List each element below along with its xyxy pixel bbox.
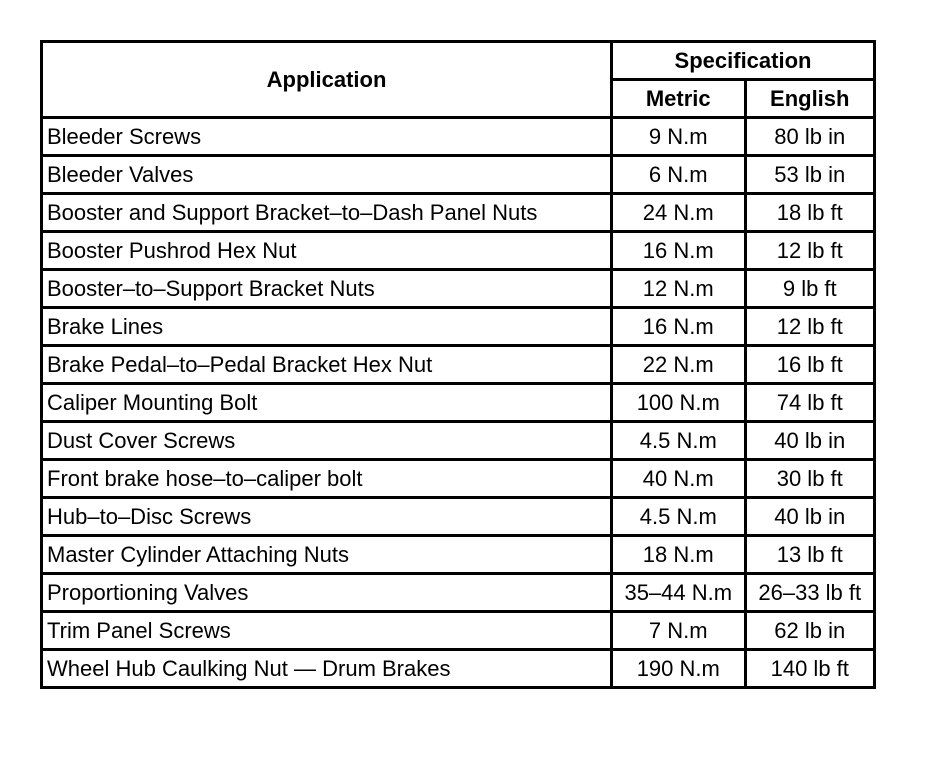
table-row: [42, 574, 875, 612]
english-cell: 16 lb ft: [745, 346, 875, 384]
table-row: [42, 384, 875, 422]
metric-cell: 35–44 N.m: [612, 574, 745, 612]
application-cell: Master Cylinder Attaching Nuts: [42, 536, 612, 574]
metric-cell: 4.5 N.m: [612, 498, 745, 536]
english-cell: 9 lb ft: [745, 270, 875, 308]
table-row: [42, 346, 875, 384]
application-cell: Brake Pedal–to–Pedal Bracket Hex Nut: [42, 346, 612, 384]
metric-cell: 100 N.m: [612, 384, 745, 422]
application-cell: Front brake hose–to–caliper bolt: [42, 460, 612, 498]
application-cell: Trim Panel Screws: [42, 612, 612, 650]
header-row-top: [42, 42, 875, 80]
table-row: [42, 232, 875, 270]
metric-cell: 4.5 N.m: [612, 422, 745, 460]
english-cell: 80 lb in: [745, 118, 875, 156]
english-cell: 40 lb in: [745, 498, 875, 536]
application-cell: Wheel Hub Caulking Nut — Drum Brakes: [42, 650, 612, 688]
application-cell: Proportioning Valves: [42, 574, 612, 612]
table-row: [42, 308, 875, 346]
application-cell: Dust Cover Screws: [42, 422, 612, 460]
table-row: [42, 460, 875, 498]
metric-cell: 9 N.m: [612, 118, 745, 156]
table-row: [42, 156, 875, 194]
english-cell: 53 lb in: [745, 156, 875, 194]
english-cell: 26–33 lb ft: [745, 574, 875, 612]
english-cell: 18 lb ft: [745, 194, 875, 232]
table-row: [42, 612, 875, 650]
table-header: [42, 42, 875, 118]
metric-cell: 7 N.m: [612, 612, 745, 650]
metric-cell: 16 N.m: [612, 232, 745, 270]
english-cell: 12 lb ft: [745, 232, 875, 270]
application-cell: Booster–to–Support Bracket Nuts: [42, 270, 612, 308]
english-column-header: English: [745, 80, 875, 118]
application-cell: Bleeder Screws: [42, 118, 612, 156]
application-cell: Hub–to–Disc Screws: [42, 498, 612, 536]
application-cell: Bleeder Valves: [42, 156, 612, 194]
metric-cell: 24 N.m: [612, 194, 745, 232]
english-cell: 30 lb ft: [745, 460, 875, 498]
table-row: [42, 536, 875, 574]
metric-cell: 6 N.m: [612, 156, 745, 194]
application-cell: Booster and Support Bracket–to–Dash Panel Nuts: [42, 194, 612, 232]
table-row: [42, 498, 875, 536]
english-cell: 62 lb in: [745, 612, 875, 650]
metric-column-header: Metric: [612, 80, 745, 118]
metric-cell: 22 N.m: [612, 346, 745, 384]
english-cell: 40 lb in: [745, 422, 875, 460]
specification-column-header: Specification: [612, 42, 875, 80]
application-column-header: Application: [42, 42, 612, 118]
torque-specification-table: [40, 40, 876, 689]
english-cell: 140 lb ft: [745, 650, 875, 688]
english-cell: 74 lb ft: [745, 384, 875, 422]
metric-cell: 18 N.m: [612, 536, 745, 574]
table-body: [42, 118, 875, 688]
table-row: [42, 270, 875, 308]
english-cell: 13 lb ft: [745, 536, 875, 574]
table-row: [42, 422, 875, 460]
metric-cell: 190 N.m: [612, 650, 745, 688]
table-row: [42, 118, 875, 156]
application-cell: Brake Lines: [42, 308, 612, 346]
metric-cell: 40 N.m: [612, 460, 745, 498]
metric-cell: 12 N.m: [612, 270, 745, 308]
application-cell: Caliper Mounting Bolt: [42, 384, 612, 422]
english-cell: 12 lb ft: [745, 308, 875, 346]
metric-cell: 16 N.m: [612, 308, 745, 346]
table-row: [42, 194, 875, 232]
table-row: [42, 650, 875, 688]
application-cell: Booster Pushrod Hex Nut: [42, 232, 612, 270]
